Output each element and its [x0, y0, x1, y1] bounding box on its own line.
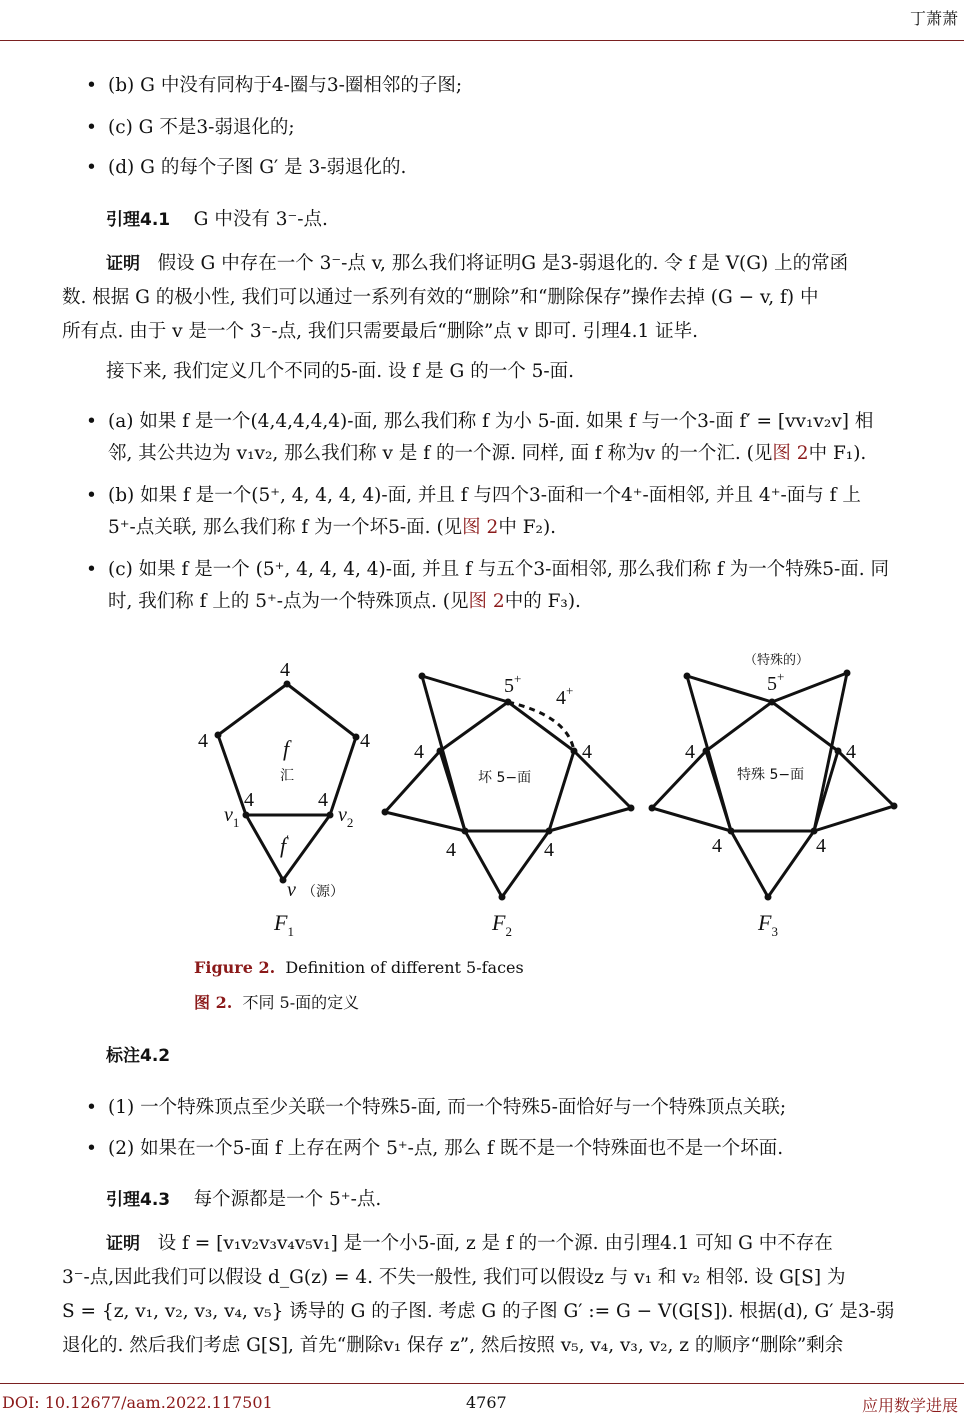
f2-deg-top-sup: +: [514, 671, 522, 686]
footer-doi[interactable]: DOI: 10.12677/aam.2022.117501: [2, 1393, 273, 1412]
f1-v1-sub: 1: [232, 815, 240, 830]
f2-deg-right: 4: [582, 741, 592, 763]
f2-deg-dash: [556, 683, 573, 709]
proof-1-text-1: 假设 G 中存在一个 3⁻-点 v, 那么我们将证明G 是3-弱退化的. 令 f 是 V(G) 上的常函: [157, 253, 849, 274]
definition-b-line-2: [108, 512, 964, 544]
f3-name: [757, 910, 778, 939]
proof-1-line-1: [62, 248, 964, 280]
f2-deg-dash-sup: +: [566, 683, 574, 698]
figure-2-link[interactable]: 图 2: [462, 517, 499, 538]
definition-c-tail: 中的 F₃).: [504, 591, 581, 612]
proof-1-line-2: 数. 根据 G 的极小性, 我们可以通过一系列有效的“删除”和“删除保存”操作去掉 (G − v, f) 中: [62, 287, 819, 308]
lemma-4-1-text: G 中没有 3⁻-点.: [193, 209, 328, 230]
definition-b-line-1: • (b) 如果 f 是一个(5⁺, 4, 4, 4, 4)-面, 并且 f 与四个3-面和一个4⁺-面相邻, 并且 4⁺-面与 f 上: [108, 485, 861, 506]
definition-c-text: 时, 我们称 f 上的 5⁺-点为一个特殊顶点. (见: [108, 591, 469, 612]
f3-special-label: （特殊的）: [744, 653, 810, 668]
lemma-4-3: [62, 1184, 964, 1216]
f3-deg-right: 4: [846, 741, 856, 763]
remark-4-2-heading: [62, 1040, 964, 1072]
f1-name-letter: F: [274, 910, 288, 935]
figure-caption-en-text: Definition of different 5-faces: [285, 958, 524, 977]
proof-2-text-1: 设 f = [v₁v₂v₃v₄v₅v₁] 是一个小5-面, z 是 f 的一个源. 由引理4.1 可知 G 中不存在: [157, 1233, 833, 1254]
f1-fprime-mark: ′: [286, 832, 289, 847]
proof-2-line-3: S = {z, v₁, v₂, v₃, v₄, v₅} 诱导的 G 的子图. 考虑 G 的子图 G′ := G − V(G[S]). 根据(d), G′ 是3-弱: [62, 1301, 895, 1322]
f1-deg-left: 4: [198, 730, 208, 752]
f1-sink-label: 汇: [280, 768, 294, 784]
figure-caption-zh-text: 不同 5-面的定义: [242, 993, 360, 1012]
footer-journal: 应用数学进展: [861, 1396, 958, 1415]
definitions-intro: 接下来, 我们定义几个不同的5-面. 设 f 是 G 的一个 5-面.: [106, 361, 574, 382]
f3-name-sub: 3: [771, 924, 778, 939]
definition-a-line-2: [108, 438, 964, 470]
proof-2-line-1: [62, 1228, 964, 1260]
f1-name-sub: 1: [287, 924, 294, 939]
f1-v1-label: [224, 804, 239, 830]
header-rule: [0, 40, 964, 41]
proof-2-label: 证明: [106, 1234, 140, 1254]
f1-v2-sub: 2: [346, 815, 354, 830]
definition-a-text: 邻, 其公共边为 v₁v₂, 那么我们称 v 是 f 的一个源. 同样, 面 f 称为v 的一个汇. (见: [108, 443, 773, 464]
f2-deg-bl: 4: [446, 839, 456, 861]
f3-deg-top-sup: +: [777, 669, 785, 684]
definition-a: [108, 406, 964, 470]
f3-deg-left: 4: [685, 741, 695, 763]
f2-deg-left: 4: [414, 741, 424, 763]
f1-source-label: （源）: [302, 884, 344, 900]
f2-face-label: 坏 5−面: [478, 770, 532, 786]
proof-2-line-2: 3⁻-点,因此我们可以假设 d_G(z) = 4. 不失一般性, 我们可以假设z 与 v₁ 和 v₂ 相邻. 设 G[S] 为: [62, 1267, 846, 1288]
figure-caption-en: [194, 958, 524, 977]
remark-item-2: • (2) 如果在一个5-面 f 上存在两个 5⁺-点, 那么 f 既不是一个特殊面也不是一个坏面.: [108, 1133, 964, 1165]
lemma-4-3-label: 引理4.3: [106, 1190, 171, 1210]
f2-deg-top: [504, 671, 521, 697]
figure-caption-zh: [194, 990, 359, 1013]
definition-b-tail: 中 F₂).: [498, 517, 557, 538]
f1-v1-deg: 4: [244, 789, 254, 811]
f2-deg-br: 4: [544, 839, 554, 861]
f3-vertices: [649, 670, 898, 901]
remark-item-1: • (1) 一个特殊顶点至少关联一个特殊5-面, 而一个特殊5-面恰好与一个特殊顶点关联;: [108, 1092, 964, 1124]
lemma-4-3-text: 每个源都是一个 5⁺-点.: [193, 1189, 382, 1210]
figure-2-link[interactable]: 图 2: [772, 443, 809, 464]
f2-graph: [385, 676, 631, 897]
f1-deg-right: 4: [360, 730, 370, 752]
property-d: • (d) G 的每个子图 G′ 是 3-弱退化的.: [108, 152, 964, 184]
f1-v2-label: [338, 804, 353, 830]
f1-v1-letter: v: [224, 804, 233, 826]
figure-2-link[interactable]: 图 2: [468, 591, 505, 612]
property-b: • (b) G 中没有同构于4-圈与3-圈相邻的子图;: [108, 70, 964, 102]
footer-page-number: 4767: [466, 1393, 507, 1412]
definition-c-line-1: • (c) 如果 f 是一个 (5⁺, 4, 4, 4, 4)-面, 并且 f 与五个3-面相邻, 那么我们称 f 为一个特殊5-面. 同: [108, 559, 890, 580]
proof-1-line-3: 所有点. 由于 v 是一个 3⁻-点, 我们只需要最后“删除”点 v 即可. 引理4.1 证毕.: [62, 321, 698, 342]
definition-c: [108, 554, 964, 618]
f1-v2-deg: 4: [318, 789, 328, 811]
figure-caption-en-label: Figure 2.: [194, 958, 276, 977]
definition-a-tail: 中 F₁).: [808, 443, 867, 464]
proof-2-line-4: 退化的. 然后我们考虑 G[S], 首先“删除v₁ 保存 z”, 然后按照 v₅, v₄, v₃, v₂, z 的顺序“删除”剩余: [62, 1335, 844, 1356]
definition-b: [108, 480, 964, 544]
figure-2-diagram: [180, 640, 856, 940]
definition-c-line-2: [108, 586, 964, 618]
remark-4-2-label: 标注4.2: [106, 1046, 171, 1066]
f1-deg-top: 4: [280, 659, 290, 681]
header-author: 丁萧萧: [909, 9, 958, 28]
f1-fprime-label: [280, 832, 289, 858]
f3-deg-top: [767, 669, 784, 695]
f1-v2-letter: v: [338, 804, 347, 826]
proof-1-label: 证明: [106, 254, 140, 274]
f1-name: [273, 910, 294, 939]
f2-vertices: [382, 673, 635, 901]
f3-face-label: 特殊 5−面: [737, 767, 805, 783]
f3-deg-top-num: 5: [767, 673, 777, 695]
f1-v-label: v: [287, 879, 296, 901]
f2-name: [491, 910, 512, 939]
f1-face-label: f: [283, 736, 290, 761]
f3-deg-br: 4: [816, 835, 826, 857]
definition-a-line-1: • (a) 如果 f 是一个(4,4,4,4,4)-面, 那么我们称 f 为小 5-面. 如果 f 与一个3-面 f′ = [vv₁v₂v] 相: [108, 411, 874, 432]
footer-rule: [0, 1383, 964, 1384]
f2-deg-top-num: 5: [504, 675, 514, 697]
f3-name-letter: F: [758, 910, 772, 935]
f3-graph: [652, 673, 894, 897]
lemma-4-1-label: 引理4.1: [106, 210, 171, 230]
f1-fprime-letter: f: [280, 833, 287, 858]
lemma-4-1: [62, 204, 964, 236]
property-c: • (c) G 不是3-弱退化的;: [108, 112, 964, 144]
f3-deg-bl: 4: [712, 835, 722, 857]
f2-deg-dash-num: 4: [556, 687, 566, 709]
f2-name-sub: 2: [505, 924, 512, 939]
definition-b-text: 5⁺-点关联, 那么我们称 f 为一个坏5-面. (见: [108, 517, 463, 538]
f2-name-letter: F: [492, 910, 506, 935]
figure-caption-zh-label: 图 2.: [194, 993, 233, 1012]
